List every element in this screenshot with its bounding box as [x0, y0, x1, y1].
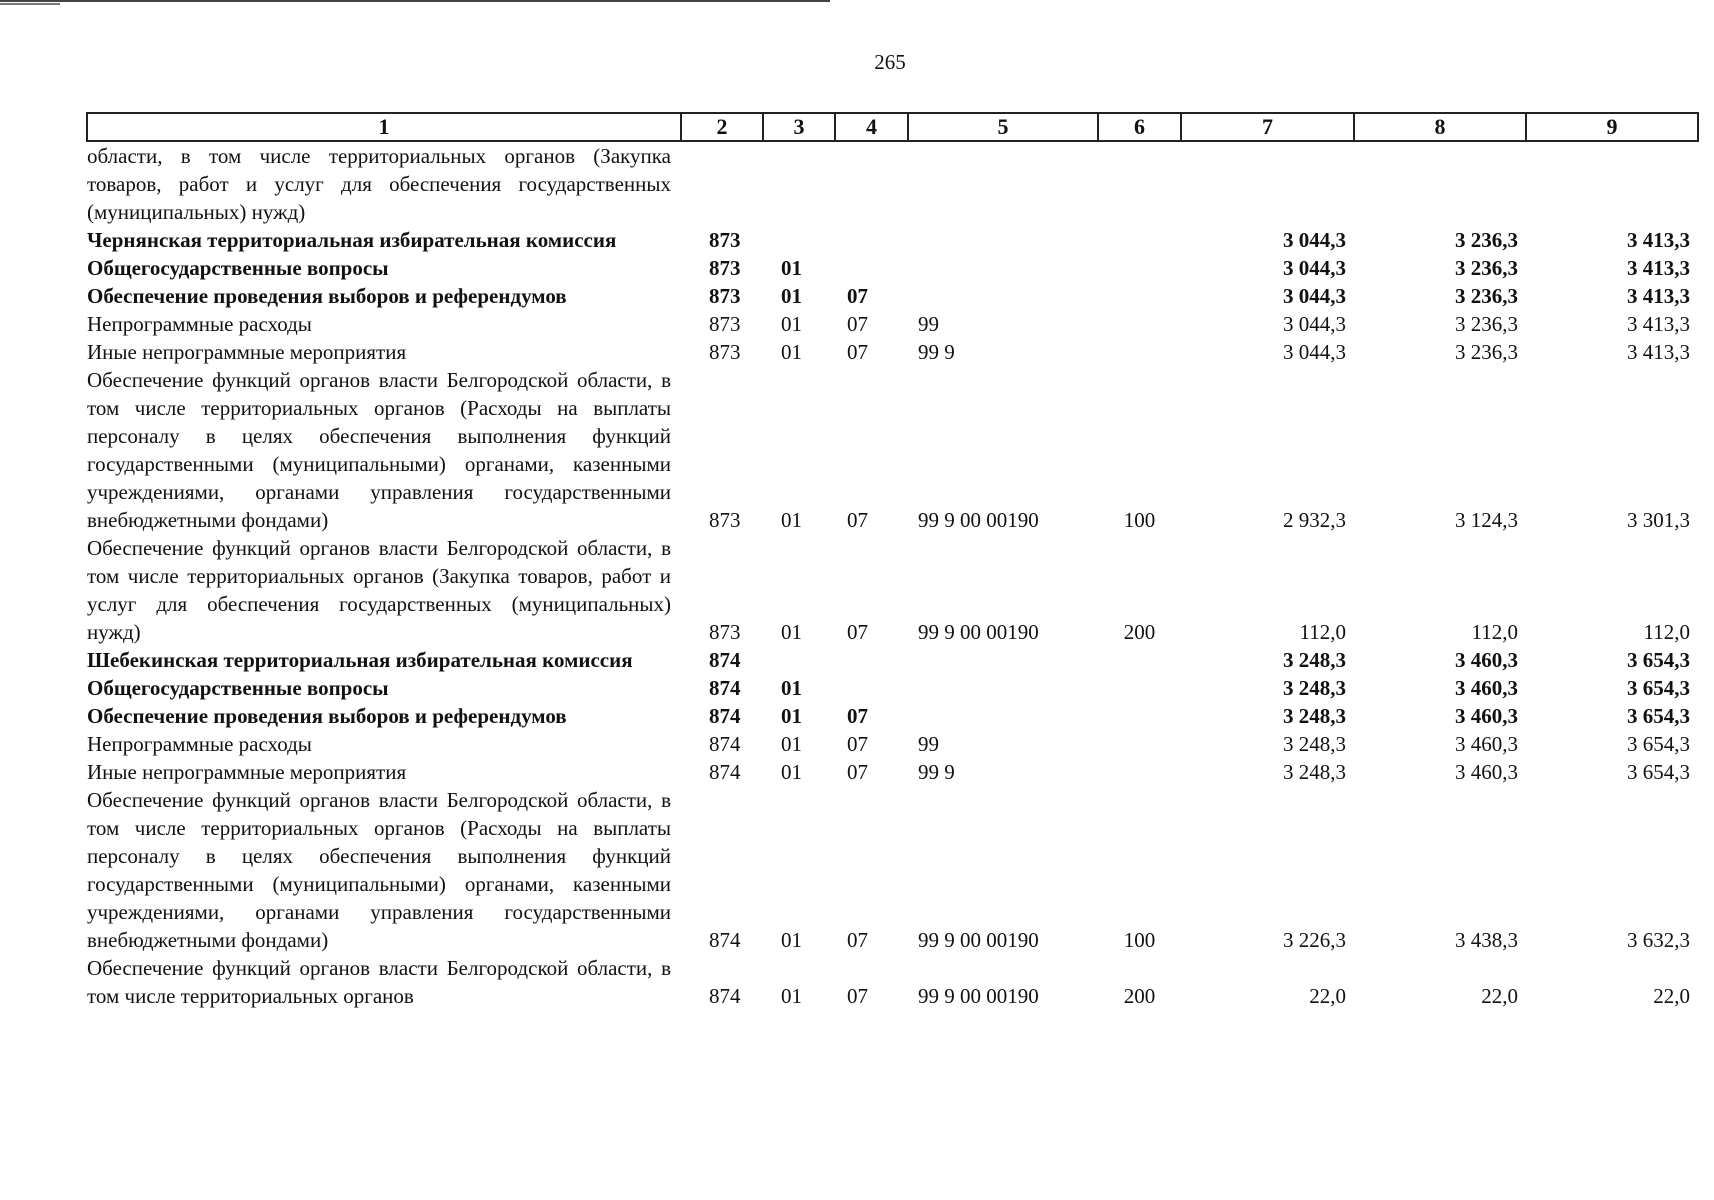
- cell-target-article: 99 9 00 00190: [918, 620, 1039, 644]
- page-number: 265: [874, 50, 906, 74]
- cell-section-code: 01: [781, 256, 802, 280]
- cell-subsection-code: 07: [847, 760, 868, 784]
- cell-expense-type: [1098, 646, 1181, 674]
- cell-amount-year1: 3 044,3: [1283, 312, 1346, 336]
- cell-subsection-code: [835, 254, 908, 282]
- row-description: Обеспечение функций органов власти Белгородской области, в том числе территориальных органов (Расходы на выплаты персоналу в целях обеспечения выполнения функций государственными (муниципальными) органами, казенными учреждениями, органами управления государственными внебюджетными фондами): [87, 788, 671, 952]
- cell-ministry-code: 873: [709, 508, 741, 532]
- cell-amount-year1: 3 044,3: [1283, 256, 1346, 280]
- cell-amount-year3: 3 413,3: [1627, 284, 1690, 308]
- cell-target-article: [908, 702, 1098, 730]
- cell-section-code: 01: [781, 676, 802, 700]
- cell-amount-year3: 3 413,3: [1627, 228, 1690, 252]
- column-header: 8: [1354, 113, 1526, 141]
- column-header: 2: [681, 113, 763, 141]
- cell-ministry-code: 874: [709, 648, 741, 672]
- cell-amount-year3: 3 413,3: [1627, 340, 1690, 364]
- cell-section-code: [763, 226, 835, 254]
- cell-section-code: 01: [781, 984, 802, 1008]
- cell-amount-year1: 3 226,3: [1283, 928, 1346, 952]
- cell-amount-year2: 22,0: [1481, 984, 1518, 1008]
- table-header-row: [87, 113, 1698, 141]
- row-description: Непрограммные расходы: [87, 732, 312, 756]
- cell-section-code: [763, 141, 835, 226]
- cell-expense-type: [1098, 730, 1181, 758]
- cell-amount-year1: 3 248,3: [1283, 676, 1346, 700]
- cell-amount-year3: 3 632,3: [1627, 928, 1690, 952]
- table-row: [87, 954, 1698, 1010]
- cell-amount-year2: 3 460,3: [1455, 676, 1518, 700]
- cell-subsection-code: 07: [847, 704, 868, 728]
- cell-amount-year3: 3 654,3: [1627, 676, 1690, 700]
- cell-section-code: 01: [781, 732, 802, 756]
- cell-ministry-code: 874: [709, 732, 741, 756]
- cell-amount-year3: [1526, 141, 1698, 226]
- cell-ministry-code: [681, 141, 763, 226]
- cell-amount-year2: 3 236,3: [1455, 312, 1518, 336]
- cell-amount-year1: 2 932,3: [1283, 508, 1346, 532]
- row-description: Непрограммные расходы: [87, 312, 312, 336]
- cell-expense-type: [1098, 310, 1181, 338]
- cell-amount-year3: 3 413,3: [1627, 312, 1690, 336]
- table-row: [87, 338, 1698, 366]
- row-description: Общегосударственные вопросы: [87, 256, 389, 280]
- cell-section-code: [763, 646, 835, 674]
- cell-amount-year2: 3 236,3: [1455, 256, 1518, 280]
- cell-target-article: [908, 674, 1098, 702]
- cell-ministry-code: 873: [709, 284, 741, 308]
- cell-section-code: 01: [781, 312, 802, 336]
- cell-amount-year1: 112,0: [1299, 620, 1346, 644]
- table-row: [87, 141, 1698, 226]
- cell-amount-year2: 3 460,3: [1455, 648, 1518, 672]
- cell-target-article: 99 9 00 00190: [918, 928, 1039, 952]
- table-row: [87, 282, 1698, 310]
- cell-amount-year3: 3 654,3: [1627, 760, 1690, 784]
- cell-expense-type: [1098, 702, 1181, 730]
- cell-ministry-code: 873: [709, 340, 741, 364]
- cell-amount-year3: 3 654,3: [1627, 732, 1690, 756]
- table-row: [87, 646, 1698, 674]
- table-row: [87, 226, 1698, 254]
- cell-target-article: 99 9: [918, 760, 955, 784]
- row-description: Обеспечение проведения выборов и референдумов: [87, 284, 567, 308]
- cell-amount-year1: 3 248,3: [1283, 704, 1346, 728]
- cell-expense-type: [1098, 141, 1181, 226]
- table-row: [87, 310, 1698, 338]
- table-row: [87, 702, 1698, 730]
- row-description: Чернянская территориальная избирательная комиссия: [87, 228, 617, 252]
- cell-amount-year1: [1181, 141, 1354, 226]
- column-header: 7: [1181, 113, 1354, 141]
- cell-section-code: 01: [781, 760, 802, 784]
- cell-ministry-code: 873: [709, 312, 741, 336]
- cell-amount-year1: 3 248,3: [1283, 648, 1346, 672]
- column-header: 9: [1526, 113, 1698, 141]
- cell-amount-year1: 3 044,3: [1283, 228, 1346, 252]
- cell-expense-type: 200: [1123, 620, 1156, 644]
- cell-section-code: 01: [781, 928, 802, 952]
- cell-expense-type: 100: [1123, 928, 1156, 952]
- cell-ministry-code: 874: [709, 928, 741, 952]
- cell-expense-type: 200: [1123, 984, 1156, 1008]
- row-description: Шебекинская территориальная избирательная комиссия: [87, 648, 633, 672]
- budget-table-container: [86, 112, 1697, 1010]
- cell-subsection-code: 07: [847, 984, 868, 1008]
- cell-subsection-code: 07: [847, 284, 868, 308]
- row-description: Обеспечение проведения выборов и референдумов: [87, 704, 567, 728]
- scan-top-edge: [0, 0, 830, 2]
- cell-subsection-code: 07: [847, 508, 868, 532]
- cell-target-article: [908, 141, 1098, 226]
- cell-amount-year2: 3 460,3: [1455, 704, 1518, 728]
- cell-amount-year2: 3 236,3: [1455, 340, 1518, 364]
- cell-subsection-code: [835, 646, 908, 674]
- cell-amount-year2: 3 236,3: [1455, 228, 1518, 252]
- cell-section-code: 01: [781, 340, 802, 364]
- cell-amount-year2: 3 124,3: [1455, 508, 1518, 532]
- cell-target-article: [908, 254, 1098, 282]
- column-header: 4: [835, 113, 908, 141]
- cell-subsection-code: 07: [847, 340, 868, 364]
- cell-amount-year1: 3 044,3: [1283, 284, 1346, 308]
- cell-expense-type: [1098, 254, 1181, 282]
- cell-expense-type: [1098, 758, 1181, 786]
- table-row: [87, 254, 1698, 282]
- cell-amount-year3: 3 654,3: [1627, 704, 1690, 728]
- cell-ministry-code: 874: [709, 984, 741, 1008]
- cell-amount-year2: [1354, 141, 1526, 226]
- table-row: [87, 674, 1698, 702]
- scan-top-edge-mark: [0, 3, 60, 5]
- cell-section-code: 01: [781, 704, 802, 728]
- cell-target-article: [908, 282, 1098, 310]
- column-header: 1: [87, 113, 681, 141]
- cell-subsection-code: [835, 674, 908, 702]
- row-description: Иные непрограммные мероприятия: [87, 760, 407, 784]
- row-description: Общегосударственные вопросы: [87, 676, 389, 700]
- row-description: области, в том числе территориальных органов (Закупка товаров, работ и услуг для обеспечения государственных (муниципальных) нужд): [87, 144, 671, 224]
- cell-amount-year3: 3 413,3: [1627, 256, 1690, 280]
- cell-amount-year3: 112,0: [1643, 620, 1690, 644]
- cell-amount-year1: 3 248,3: [1283, 732, 1346, 756]
- cell-amount-year1: 3 044,3: [1283, 340, 1346, 364]
- table-row: [87, 366, 1698, 534]
- cell-target-article: 99: [918, 732, 939, 756]
- cell-ministry-code: 874: [709, 676, 741, 700]
- cell-subsection-code: 07: [847, 928, 868, 952]
- row-description: Обеспечение функций органов власти Белгородской области, в том числе территориальных органов (Закупка товаров, работ и услуг для обеспечения государственных (муниципальных) нужд): [87, 536, 671, 644]
- cell-amount-year3: 3 301,3: [1627, 508, 1690, 532]
- row-description: Обеспечение функций органов власти Белгородской области, в том числе территориальных органов: [87, 956, 671, 1008]
- cell-section-code: 01: [781, 508, 802, 532]
- cell-expense-type: [1098, 282, 1181, 310]
- cell-target-article: 99 9 00 00190: [918, 508, 1039, 532]
- cell-section-code: 01: [781, 284, 802, 308]
- table-row: [87, 534, 1698, 646]
- cell-expense-type: [1098, 226, 1181, 254]
- cell-amount-year2: 112,0: [1471, 620, 1518, 644]
- cell-expense-type: 100: [1123, 508, 1156, 532]
- column-header: 3: [763, 113, 835, 141]
- cell-target-article: [908, 226, 1098, 254]
- column-header: 6: [1098, 113, 1181, 141]
- cell-subsection-code: 07: [847, 732, 868, 756]
- cell-expense-type: [1098, 674, 1181, 702]
- cell-ministry-code: 874: [709, 760, 741, 784]
- cell-amount-year2: 3 460,3: [1455, 760, 1518, 784]
- cell-amount-year2: 3 236,3: [1455, 284, 1518, 308]
- cell-ministry-code: 873: [709, 256, 741, 280]
- cell-section-code: 01: [781, 620, 802, 644]
- cell-ministry-code: 873: [709, 228, 741, 252]
- column-header: 5: [908, 113, 1098, 141]
- cell-amount-year2: 3 438,3: [1455, 928, 1518, 952]
- cell-ministry-code: 874: [709, 704, 741, 728]
- cell-amount-year1: 22,0: [1309, 984, 1346, 1008]
- table-row: [87, 786, 1698, 954]
- table-body: [87, 141, 1698, 1010]
- cell-target-article: 99 9 00 00190: [918, 984, 1039, 1008]
- cell-amount-year1: 3 248,3: [1283, 760, 1346, 784]
- cell-amount-year3: 22,0: [1653, 984, 1690, 1008]
- cell-subsection-code: 07: [847, 620, 868, 644]
- table-row: [87, 758, 1698, 786]
- cell-amount-year3: 3 654,3: [1627, 648, 1690, 672]
- cell-expense-type: [1098, 338, 1181, 366]
- cell-subsection-code: 07: [847, 312, 868, 336]
- cell-target-article: [908, 646, 1098, 674]
- cell-subsection-code: [835, 226, 908, 254]
- table-row: [87, 730, 1698, 758]
- row-description: Иные непрограммные мероприятия: [87, 340, 407, 364]
- cell-target-article: 99: [918, 312, 939, 336]
- cell-ministry-code: 873: [709, 620, 741, 644]
- cell-subsection-code: [835, 141, 908, 226]
- cell-target-article: 99 9: [918, 340, 955, 364]
- cell-amount-year2: 3 460,3: [1455, 732, 1518, 756]
- row-description: Обеспечение функций органов власти Белгородской области, в том числе территориальных органов (Расходы на выплаты персоналу в целях обеспечения выполнения функций государственными (муниципальными) органами, казенными учреждениями, органами управления государственными внебюджетными фондами): [87, 368, 671, 532]
- budget-table: [86, 112, 1699, 1010]
